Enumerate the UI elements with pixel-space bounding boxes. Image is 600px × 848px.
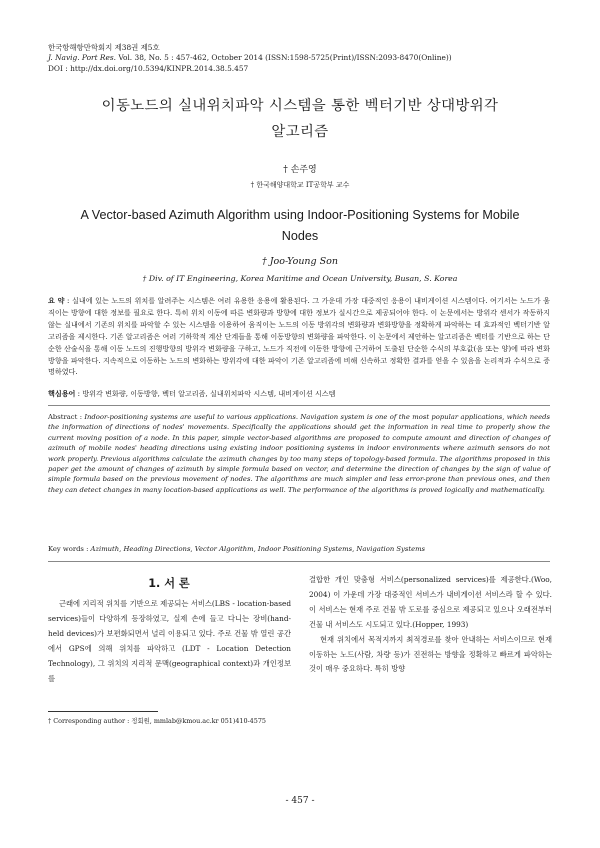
abstract-english-label: Abstract : — [48, 413, 85, 421]
journal-name-ko: 한국항해항만학회지 제38권 제5호 — [48, 43, 160, 52]
abstract-korean-text: : 실내에 있는 노드의 위치를 알려주는 시스템은 여러 유용한 응용에 활용된다. 그 가운데 가장 대중적인 응용이 내비게이션 시스템이다. 여기서는 노드가 움직이는 방향에 대한 정보를 필요로 한다. 특히 위치 이동에 따른 변화량과 방향에 대한 정보가 실시간으로 제공되어야 한다. 이 논문에서는 방위각 센서가 작동하지 않는 실내에서 기존의 위치를 파악할 수 있는 시스템을 이용하여 움직이는 노드의 이동 방위각의 변화량과 변화방향을 정확하게 파악하는 데 효과적인 벡터기반 알고리즘을 제시한다. 기존 알고리즘은 여러 기하학적 계산 단계들을 통해 이동방향의 변화량을 파악한다. 이 논문에서 제안하는 알고리즘은 벡터를 기반으로 하는 단순한 산술식을 통해 이동 노드의 진행방향의 방위각 변화량을 구하고, 노드가 직전에 이동한 방향에 근거하여 도출된 단순한 수식의 부호값(음 또는 양)에 따라 변화방향을 파악한다. 지속적으로 이동하는 노드의 변화하는 방위각에 대한 파악이 기존 알고리즘에 비해 신속하고 정확한 결과를 얻을 수 있음을 논리적과 수식으로 증명하였다. — [48, 296, 550, 377]
body-paragraph: 결합한 개인 맞춤형 서비스(personalized services)를 제공한다.(Woo, 2004) 이 가운데 가장 대중적인 서비스가 내비게이션 서비스라 할 수 있다. 이 서비스는 현재 주로 건물 밖 도로를 중심으로 제공되고 있으나 오래전부터 건물 내 서비스도 시도되고 있다.(Hopper, 1993) — [309, 575, 552, 629]
journal-header — [48, 43, 452, 74]
keywords-korean — [48, 389, 550, 399]
body-column-right — [309, 573, 552, 677]
section-heading-introduction: 1. 서 론 — [148, 577, 190, 590]
body-column-left — [48, 597, 291, 686]
abstract-english-text: Indoor-positioning systems are useful to various applications. Navigation system is one of the most popular applications, which needs the information of directions of nodes' movements. Specifically the applications should get the information in real time to properly show the current moving position of a node. In this paper, simple vector-based algorithms are proposed to compute amount and direction of changes of azimuth of mobile nodes' heading directions using existing indoor positioning systems in indoor environments where azimuth sensors do not work properly. Previous algorithms calculate the azimuth changes by too many steps of topology-based formula. The algorithms proposed in this paper get the amount of changes of azimuth by simple formula based on vector, and determine the direction of changes by the sign of value of simple formula based on the previous movement of nodes. The algorithms are much simpler and less error-prone than previous ones, and then they can detect changes in many location-based applications as well. The performance of the algorithms is proved logically and mathematically. — [48, 413, 550, 494]
keywords-korean-text: : 방위각 변화량, 이동방향, 벡터 알고리즘, 실내위치파악 시스템, 내비게이션 시스템 — [75, 389, 336, 398]
journal-citation — [48, 53, 452, 63]
keywords-english-text: Azimuth, Heading Directions, Vector Algorithm, Indoor Positioning Systems, Navigation Systems — [90, 545, 426, 553]
body-paragraph: 근래에 지리적 위치를 기반으로 제공되는 서비스(LBS - location-based services)들이 다양하게 등장하였고, 실제 손에 들고 다니는 장비(hand-held devices)가 보편화되면서 널리 이용되고 있다. 주로 건물 밖 열린 공간에서 GPS에 의해 위치를 파악하고 (LDT - Location Detection Technology), 그 위치의 지리적 문맥(geographical context)과 개인정보를 — [48, 599, 291, 683]
keywords-english-label: Key words : — [48, 545, 91, 553]
abstract-korean-label: 요 약 — [48, 296, 65, 305]
title-korean — [40, 93, 560, 145]
body-paragraph: 현재 위치에서 목적지까지 최적경로를 찾아 안내하는 서비스이므로 현재 이동하는 노드(사람, 차량 등)가 진전하는 방향을 정확하고 빠르게 파악하는 것이 매우 중요하다. 특히 방향 — [309, 634, 552, 674]
keywords-english — [48, 545, 550, 553]
journal-volume-info: Vol. 38, No. 5 : 457-462, October 2014 (ISSN:1598-5725(Print)/ISSN:2093-8470(Online)) — [115, 53, 452, 63]
author-english: † Joo-Young Son — [261, 256, 339, 267]
title-english — [40, 205, 560, 247]
title-english-line2: Nodes — [281, 229, 319, 243]
title-korean-line1: 이동노드의 실내위치파악 시스템을 통한 벡터기반 상대방위각 — [101, 98, 499, 114]
title-english-line1: A Vector-based Azimuth Algorithm using Indoor-Positioning Systems for Mobile — [80, 208, 520, 222]
keywords-korean-label: 핵심용어 — [48, 389, 76, 398]
abstract-korean — [48, 295, 550, 378]
divider-top — [48, 405, 550, 406]
footnote-rule — [48, 711, 158, 712]
page-number: - 457 - — [285, 796, 315, 806]
footnote-corresponding-author: † Corresponding author : 정회원, mmlab@kmou.ac.kr 051)410-4575 — [48, 717, 266, 725]
affiliation-korean: † 한국해양대학교 IT공학부 교수 — [250, 181, 350, 189]
journal-abbrev: J. Navig. Port Res. — [48, 53, 116, 63]
title-korean-line2: 알고리즘 — [271, 124, 329, 140]
author-korean: † 손주영 — [283, 165, 317, 175]
doi-line: DOI : http://dx.doi.org/10.5394/KINPR.2014.38.5.457 — [48, 63, 249, 73]
abstract-english — [48, 412, 550, 495]
affiliation-english: † Div. of IT Engineering, Korea Maritime and Ocean University, Busan, S. Korea — [142, 274, 458, 283]
divider-bottom — [48, 561, 550, 562]
